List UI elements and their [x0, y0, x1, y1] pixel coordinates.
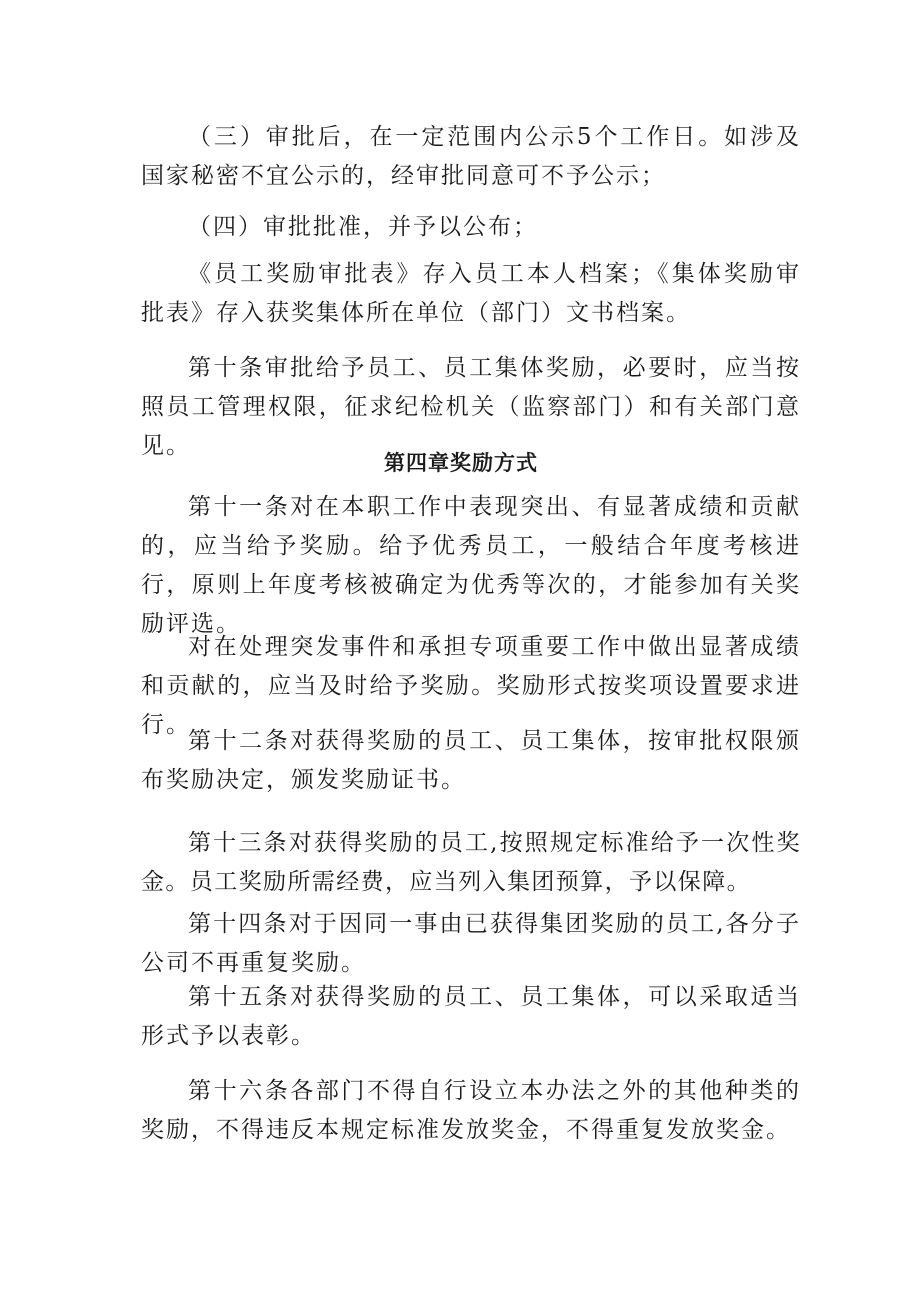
paragraph-emergency-reward: 对在处理突发事件和承担专项重要工作中做出显著成绩和贡献的，应当及时给予奖励。奖励形式按奖项设置要求进行。: [141, 634, 801, 738]
paragraph-archive-forms: 《员工奖励审批表》存入员工本人档案；《集体奖励审批表》存入获奖集体所在单位（部门）文书档案。: [141, 261, 801, 326]
paragraph-article-10: 第十条审批给予员工、员工集体奖励，必要时，应当按照员工管理权限，征求纪检机关（监察部门）和有关部门意见。: [141, 355, 801, 459]
paragraph-article-14: 第十四条对于因同一事由已获得集团奖励的员工,各分子公司不再重复奖励。: [141, 911, 801, 976]
paragraph-article-11: 第十一条对在本职工作中表现突出、有显著成绩和贡献的，应当给予奖励。给予优秀员工，一般结合年度考核进行，原则上年度考核被确定为优秀等次的，才能参加有关奖励评选。: [141, 494, 801, 637]
paragraph-article-15: 第十五条对获得奖励的员工、员工集体，可以采取适当形式予以表彰。: [141, 984, 801, 1049]
paragraph-approval-publicity: （三）审批后，在一定范围内公示5个工作日。如涉及国家秘密不宜公示的，经审批同意可不予公示；: [141, 124, 801, 189]
paragraph-article-12: 第十二条对获得奖励的员工、员工集体，按审批权限颁布奖励决定，颁发奖励证书。: [141, 728, 801, 793]
paragraph-article-13: 第十三条对获得奖励的员工,按照规定标准给予一次性奖金。员工奖励所需经费，应当列入集团预算，予以保障。: [141, 830, 801, 895]
paragraph-approval-announce: （四）审批批准，并予以公布；: [188, 214, 538, 240]
paragraph-article-16: 第十六条各部门不得自行设立本办法之外的其他种类的奖励，不得违反本规定标准发放奖金，不得重复发放奖金。: [141, 1078, 801, 1143]
chapter-heading: 第四章奖励方式: [384, 450, 538, 475]
